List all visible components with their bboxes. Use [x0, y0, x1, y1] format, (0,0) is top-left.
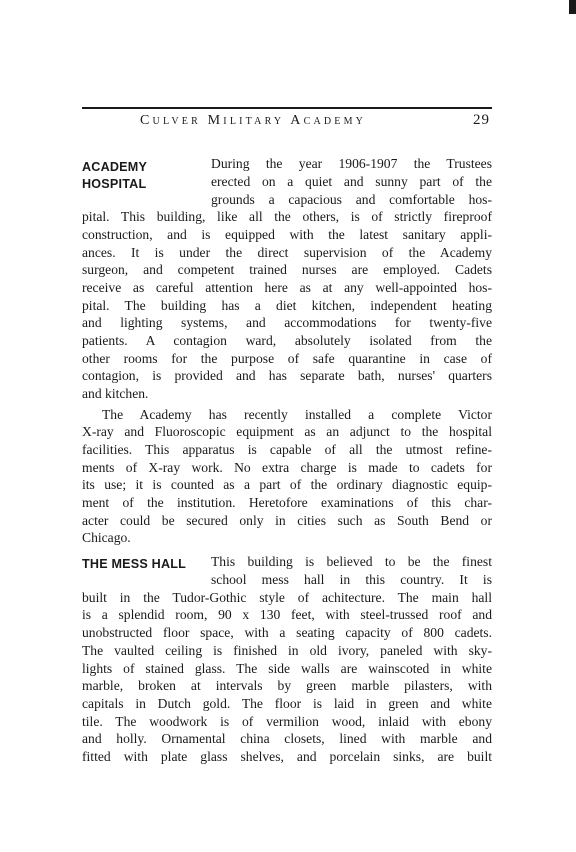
text-line: facilities. This apparatus is capable of all the utmost refine- [82, 442, 492, 457]
text-line: grounds a capacious and comfortable hos- [211, 192, 492, 207]
running-head [82, 113, 492, 133]
text-line: receive as careful attention here as at any well-appointed hos- [82, 280, 492, 295]
text-line: During the year 1906-1907 the Trustees [211, 156, 492, 171]
text-line: ances. It is under the direct supervision of the Academy [82, 245, 492, 260]
text-line: patients. A contagion ward, absolutely isolated from the [82, 333, 492, 348]
text-line: fitted with plate glass shelves, and porcelain sinks, are built [82, 749, 492, 764]
text-line: built in the Tudor-Gothic style of achitecture. The main hall [82, 590, 492, 605]
page-number: 29 [473, 112, 490, 128]
text-line: and kitchen. [82, 386, 149, 401]
text-line: acter could be secured only in cities such as South Bend or [82, 513, 492, 528]
text-line: erected on a quiet and sunny part of the [211, 174, 492, 189]
scan-corner-mark [569, 0, 576, 14]
section-heading-mess-hall [82, 556, 207, 573]
text-line: its use; it is counted as a part of the ordinary diagnostic equip- [82, 477, 492, 492]
text-line: unobstructed floor space, with a seating capacity of 800 cadets. [82, 625, 492, 640]
text-line: lights of stained glass. The side walls are wainscoted in white [82, 661, 492, 676]
text-line: contagion, is provided and has separate bath, nurses' quarters [82, 368, 492, 383]
text-line: surgeon, and competent trained nurses are employed. Cadets [82, 262, 492, 277]
text-line: X-ray and Fluoroscopic equipment as an adjunct to the hospital [82, 424, 492, 439]
text-line: and holly. Ornamental china closets, lined with marble and [82, 731, 492, 746]
section-heading-line: HOSPITAL [82, 177, 147, 191]
text-line: pital. The building has a diet kitchen, independent heating [82, 298, 492, 313]
text-line: pital. This building, like all the others, is of strictly fireproof [82, 209, 492, 224]
text-line: Chicago. [82, 530, 131, 545]
section-heading-academy-hospital [82, 159, 202, 193]
text-line: is a splendid room, 90 x 130 feet, with steel-trussed roof and [82, 607, 492, 622]
text-line: ment of the institution. Heretofore examinations of this char- [82, 495, 492, 510]
text-line: The Academy has recently installed a complete Victor [102, 407, 492, 422]
text-line: other rooms for the purpose of safe quarantine in case of [82, 351, 492, 366]
text-line: marble, broken at intervals by green marble pilasters, with [82, 678, 492, 693]
text-line: and lighting systems, and accommodations for twenty-five [82, 315, 492, 330]
text-line: capitals in Dutch gold. The floor is laid in green and white [82, 696, 492, 711]
running-title: Culver Military Academy [140, 113, 367, 128]
text-line: This building is believed to be the finest [211, 554, 492, 569]
text-line: construction, and is equipped with the latest sanitary appli- [82, 227, 492, 242]
text-line: school mess hall in this country. It is [211, 572, 492, 587]
text-line: The vaulted ceiling is finished in old ivory, paneled with sky- [82, 643, 492, 658]
header-rule [82, 107, 492, 109]
section-heading-line: ACADEMY [82, 160, 148, 174]
section-heading-line: THE MESS HALL [82, 557, 187, 571]
text-line: tile. The woodwork is of vermilion wood, inlaid with ebony [82, 714, 492, 729]
text-line: ments of X-ray work. No extra charge is made to cadets for [82, 460, 492, 475]
